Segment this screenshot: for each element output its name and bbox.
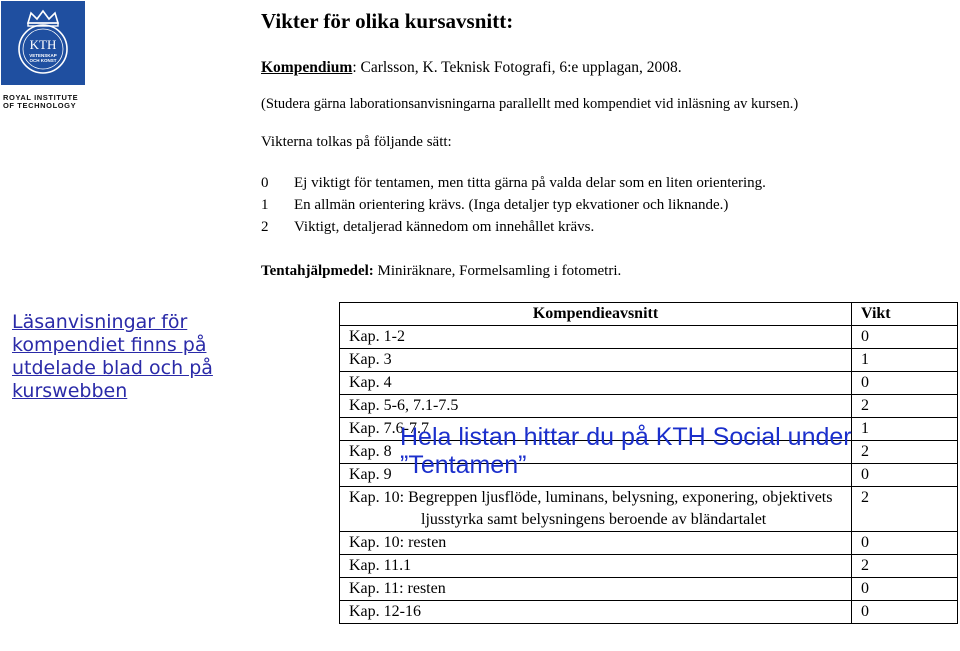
cell-section: Kap. 7.6-7.7 bbox=[340, 418, 852, 441]
cell-weight: 2 bbox=[852, 487, 958, 532]
scale-text: En allmän orientering krävs. (Inga detaljer typ ekvationer och liknande.) bbox=[294, 197, 729, 213]
aids-label: Tentahjälpmedel: bbox=[261, 263, 374, 279]
table-row bbox=[340, 578, 958, 601]
cell-weight: 1 bbox=[852, 349, 958, 372]
cell-section: Kap. 3 bbox=[340, 349, 852, 372]
logo-line2: OCH KONST bbox=[29, 58, 57, 63]
cell-weight: 2 bbox=[852, 441, 958, 464]
header-section: Kompendieavsnitt bbox=[340, 303, 852, 326]
cell-weight: 2 bbox=[852, 395, 958, 418]
scale-text: Ej viktigt för tentamen, men titta gärna på valda delar som en liten orientering. bbox=[294, 175, 766, 191]
cell-section: Kap. 8 bbox=[340, 441, 852, 464]
table-row bbox=[340, 487, 958, 532]
logo-institute bbox=[3, 94, 93, 110]
cell-section: Kap. 10: Begreppen ljusflöde, luminans, belysning, exponering, objektivets ljusstyrka samt belysningens beroende av bländartalet bbox=[349, 489, 833, 528]
kompendium-text: : Carlsson, K. Teknisk Fotografi, 6:e upplagan, 2008. bbox=[352, 59, 682, 76]
table-row bbox=[340, 555, 958, 578]
cell-weight: 0 bbox=[852, 532, 958, 555]
table-row bbox=[340, 326, 958, 349]
table-row bbox=[340, 395, 958, 418]
cell-weight: 0 bbox=[852, 464, 958, 487]
aids-text: Miniräknare, Formelsamling i fotometri. bbox=[373, 263, 622, 279]
kompendium-line bbox=[261, 59, 682, 77]
cell-weight: 2 bbox=[852, 555, 958, 578]
weights-intro: Vikterna tolkas på följande sätt: bbox=[261, 134, 452, 150]
kth-logo bbox=[1, 1, 85, 85]
scale-num: 2 bbox=[261, 219, 269, 235]
cell-section: Kap. 12-16 bbox=[340, 601, 852, 624]
cell-section: Kap. 1-2 bbox=[340, 326, 852, 349]
table-row bbox=[340, 601, 958, 624]
scale-num: 1 bbox=[261, 197, 269, 213]
cell-weight: 1 bbox=[852, 418, 958, 441]
scale-row-0 bbox=[261, 175, 766, 192]
scale-num: 0 bbox=[261, 175, 269, 191]
scale-row-2 bbox=[261, 219, 594, 236]
logo-institute-line2: OF TECHNOLOGY bbox=[3, 101, 77, 110]
header-weight: Vikt bbox=[852, 303, 958, 326]
kompendium-label: Kompendium bbox=[261, 59, 353, 76]
cell-section: Kap. 4 bbox=[340, 372, 852, 395]
cell-weight: 0 bbox=[852, 601, 958, 624]
scale-row-1 bbox=[261, 197, 728, 214]
cell-section: Kap. 11: resten bbox=[340, 578, 852, 601]
table-row bbox=[340, 532, 958, 555]
logo-line1: VETENSKAP bbox=[29, 53, 57, 58]
cell-section: Kap. 9 bbox=[340, 464, 852, 487]
kth-crest-icon bbox=[1, 1, 85, 85]
scale-text: Viktigt, detaljerad kännedom om innehållet krävs. bbox=[294, 219, 595, 235]
cell-weight: 0 bbox=[852, 326, 958, 349]
cell-section: Kap. 5-6, 7.1-7.5 bbox=[340, 395, 852, 418]
table-header-row bbox=[340, 303, 958, 326]
table-row bbox=[340, 372, 958, 395]
cell-section: Kap. 10: resten bbox=[340, 532, 852, 555]
kth-social-note: Hela listan hittar du på KTH Social under ”Tentamen” bbox=[400, 423, 852, 479]
reading-instructions-link[interactable]: Läsanvisningar för kompendiet finns på utdelade blad och på kurswebben bbox=[12, 311, 213, 402]
aids-line bbox=[261, 263, 621, 280]
study-note: (Studera gärna laborationsanvisningarna parallellt med kompendiet vid inläsning av kursen.) bbox=[261, 96, 799, 112]
cell-weight: 0 bbox=[852, 372, 958, 395]
cell-weight: 0 bbox=[852, 578, 958, 601]
logo-kth-text: KTH bbox=[29, 37, 57, 52]
document-title: Vikter för olika kursavsnitt: bbox=[261, 9, 514, 33]
table-row bbox=[340, 349, 958, 372]
cell-section: Kap. 11.1 bbox=[340, 555, 852, 578]
logo-institute-line1: ROYAL INSTITUTE bbox=[3, 93, 79, 102]
